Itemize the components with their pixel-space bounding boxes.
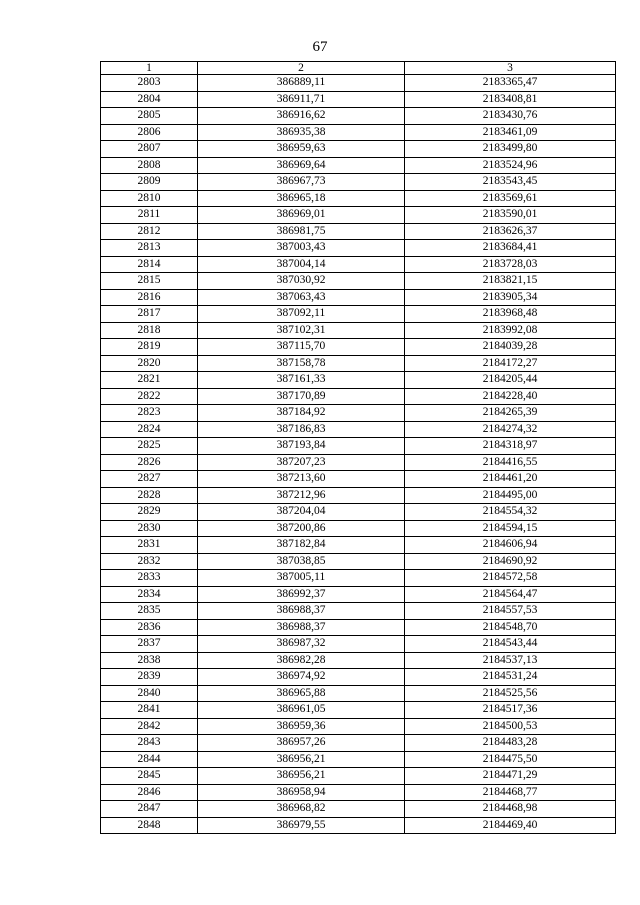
y-coordinate-cell: 2184525,56 [405,685,616,702]
x-coordinate-cell: 387092,11 [198,306,405,323]
y-coordinate-cell: 2184548,70 [405,619,616,636]
y-coordinate-cell: 2184318,97 [405,438,616,455]
x-coordinate-cell: 387158,78 [198,355,405,372]
point-number-cell: 2837 [101,636,198,653]
y-coordinate-cell: 2184543,44 [405,636,616,653]
point-number-cell: 2828 [101,487,198,504]
point-number-cell: 2819 [101,339,198,356]
point-number-cell: 2831 [101,537,198,554]
point-number-cell: 2805 [101,108,198,125]
x-coordinate-cell: 387212,96 [198,487,405,504]
table-row [101,702,616,719]
x-coordinate-cell: 386987,32 [198,636,405,653]
y-coordinate-cell: 2183499,80 [405,141,616,158]
x-coordinate-cell: 386982,28 [198,652,405,669]
point-number-cell: 2847 [101,801,198,818]
y-coordinate-cell: 2184205,44 [405,372,616,389]
coordinates-table [100,61,616,834]
point-number-cell: 2826 [101,454,198,471]
y-coordinate-cell: 2184557,53 [405,603,616,620]
point-number-cell: 2818 [101,322,198,339]
table-row [101,355,616,372]
point-number-cell: 2816 [101,289,198,306]
point-number-cell: 2836 [101,619,198,636]
y-coordinate-cell: 2184500,53 [405,718,616,735]
point-number-cell: 2814 [101,256,198,273]
table-row [101,91,616,108]
table-header-row [101,62,616,75]
point-number-cell: 2812 [101,223,198,240]
y-coordinate-cell: 2184517,36 [405,702,616,719]
table-row [101,586,616,603]
table-row [101,273,616,290]
y-coordinate-cell: 2183968,48 [405,306,616,323]
x-coordinate-cell: 386988,37 [198,619,405,636]
x-coordinate-cell: 387193,84 [198,438,405,455]
table-row [101,322,616,339]
y-coordinate-cell: 2183569,61 [405,190,616,207]
y-coordinate-cell: 2184039,28 [405,339,616,356]
x-coordinate-cell: 387207,23 [198,454,405,471]
x-coordinate-cell: 387115,70 [198,339,405,356]
table-row [101,124,616,141]
table-row [101,339,616,356]
y-coordinate-cell: 2184172,27 [405,355,616,372]
table-row [101,372,616,389]
table-row [101,817,616,834]
point-number-cell: 2809 [101,174,198,191]
table-row [101,652,616,669]
table-row [101,784,616,801]
x-coordinate-cell: 386959,63 [198,141,405,158]
point-number-cell: 2820 [101,355,198,372]
table-row [101,619,616,636]
y-coordinate-cell: 2184531,24 [405,669,616,686]
y-coordinate-cell: 2183728,03 [405,256,616,273]
table-row [101,537,616,554]
point-number-cell: 2844 [101,751,198,768]
table-row [101,405,616,422]
point-number-cell: 2846 [101,784,198,801]
page-number: 67 [312,39,328,55]
point-number-cell: 2815 [101,273,198,290]
table-row [101,504,616,521]
table-row [101,438,616,455]
point-number-cell: 2835 [101,603,198,620]
x-coordinate-cell: 386979,55 [198,817,405,834]
table-row [101,520,616,537]
point-number-cell: 2838 [101,652,198,669]
point-number-cell: 2839 [101,669,198,686]
x-coordinate-cell: 387030,92 [198,273,405,290]
x-coordinate-cell: 386935,38 [198,124,405,141]
y-coordinate-cell: 2184483,28 [405,735,616,752]
x-coordinate-cell: 387204,04 [198,504,405,521]
point-number-cell: 2840 [101,685,198,702]
point-number-cell: 2829 [101,504,198,521]
x-coordinate-cell: 386965,18 [198,190,405,207]
y-coordinate-cell: 2184495,00 [405,487,616,504]
point-number-cell: 2830 [101,520,198,537]
point-number-cell: 2841 [101,702,198,719]
point-number-cell: 2813 [101,240,198,257]
table-row [101,75,616,92]
table-row [101,240,616,257]
x-coordinate-cell: 386988,37 [198,603,405,620]
x-coordinate-cell: 386992,37 [198,586,405,603]
table-row [101,636,616,653]
x-coordinate-cell: 387200,86 [198,520,405,537]
x-coordinate-cell: 386956,21 [198,768,405,785]
point-number-cell: 2811 [101,207,198,224]
x-coordinate-cell: 386956,21 [198,751,405,768]
table-row [101,190,616,207]
point-number-cell: 2848 [101,817,198,834]
table-row [101,768,616,785]
table-row [101,454,616,471]
y-coordinate-cell: 2183684,41 [405,240,616,257]
x-coordinate-cell: 386958,94 [198,784,405,801]
x-coordinate-cell: 387004,14 [198,256,405,273]
y-coordinate-cell: 2183626,37 [405,223,616,240]
x-coordinate-cell: 387186,83 [198,421,405,438]
point-number-cell: 2804 [101,91,198,108]
x-coordinate-cell: 387213,60 [198,471,405,488]
point-number-cell: 2842 [101,718,198,735]
x-coordinate-cell: 386974,92 [198,669,405,686]
table-row [101,108,616,125]
point-number-cell: 2808 [101,157,198,174]
x-coordinate-cell: 386889,11 [198,75,405,92]
x-coordinate-cell: 386969,01 [198,207,405,224]
point-number-cell: 2810 [101,190,198,207]
table-row [101,669,616,686]
point-number-cell: 2825 [101,438,198,455]
table-row [101,306,616,323]
y-coordinate-cell: 2184606,94 [405,537,616,554]
x-coordinate-cell: 387102,31 [198,322,405,339]
y-coordinate-cell: 2183430,76 [405,108,616,125]
y-coordinate-cell: 2184594,15 [405,520,616,537]
point-number-cell: 2803 [101,75,198,92]
x-coordinate-cell: 386957,26 [198,735,405,752]
x-coordinate-cell: 387161,33 [198,372,405,389]
y-coordinate-cell: 2183408,81 [405,91,616,108]
x-coordinate-cell: 386968,82 [198,801,405,818]
y-coordinate-cell: 2184554,32 [405,504,616,521]
y-coordinate-cell: 2183543,45 [405,174,616,191]
x-coordinate-cell: 387038,85 [198,553,405,570]
x-coordinate-cell: 386967,73 [198,174,405,191]
point-number-cell: 2807 [101,141,198,158]
column-header-3: 3 [405,62,616,75]
x-coordinate-cell: 386911,71 [198,91,405,108]
point-number-cell: 2827 [101,471,198,488]
point-number-cell: 2806 [101,124,198,141]
table-row [101,141,616,158]
x-coordinate-cell: 386959,36 [198,718,405,735]
y-coordinate-cell: 2184274,32 [405,421,616,438]
table-row [101,421,616,438]
y-coordinate-cell: 2184475,50 [405,751,616,768]
y-coordinate-cell: 2184564,47 [405,586,616,603]
column-header-2: 2 [198,62,405,75]
y-coordinate-cell: 2184537,13 [405,652,616,669]
y-coordinate-cell: 2184461,20 [405,471,616,488]
table-row [101,157,616,174]
point-number-cell: 2823 [101,405,198,422]
y-coordinate-cell: 2183524,96 [405,157,616,174]
x-coordinate-cell: 386981,75 [198,223,405,240]
table-row [101,603,616,620]
table-row [101,174,616,191]
table-row [101,223,616,240]
column-header-1: 1 [101,62,198,75]
table-row [101,735,616,752]
x-coordinate-cell: 387182,84 [198,537,405,554]
point-number-cell: 2817 [101,306,198,323]
table-row [101,388,616,405]
y-coordinate-cell: 2183821,15 [405,273,616,290]
table-row [101,801,616,818]
y-coordinate-cell: 2184265,39 [405,405,616,422]
point-number-cell: 2843 [101,735,198,752]
x-coordinate-cell: 387003,43 [198,240,405,257]
table-row [101,487,616,504]
x-coordinate-cell: 387170,89 [198,388,405,405]
point-number-cell: 2824 [101,421,198,438]
y-coordinate-cell: 2184468,77 [405,784,616,801]
y-coordinate-cell: 2183905,34 [405,289,616,306]
table-row [101,289,616,306]
y-coordinate-cell: 2183590,01 [405,207,616,224]
y-coordinate-cell: 2183461,09 [405,124,616,141]
point-number-cell: 2832 [101,553,198,570]
x-coordinate-cell: 386916,62 [198,108,405,125]
point-number-cell: 2834 [101,586,198,603]
y-coordinate-cell: 2184416,55 [405,454,616,471]
x-coordinate-cell: 386961,05 [198,702,405,719]
y-coordinate-cell: 2184690,92 [405,553,616,570]
table-row [101,570,616,587]
x-coordinate-cell: 386965,88 [198,685,405,702]
x-coordinate-cell: 387184,92 [198,405,405,422]
y-coordinate-cell: 2183992,08 [405,322,616,339]
y-coordinate-cell: 2184228,40 [405,388,616,405]
y-coordinate-cell: 2184471,29 [405,768,616,785]
point-number-cell: 2845 [101,768,198,785]
point-number-cell: 2833 [101,570,198,587]
y-coordinate-cell: 2184572,58 [405,570,616,587]
table-row [101,718,616,735]
y-coordinate-cell: 2183365,47 [405,75,616,92]
x-coordinate-cell: 387063,43 [198,289,405,306]
y-coordinate-cell: 2184469,40 [405,817,616,834]
x-coordinate-cell: 387005,11 [198,570,405,587]
point-number-cell: 2821 [101,372,198,389]
table-row [101,685,616,702]
table-row [101,751,616,768]
y-coordinate-cell: 2184468,98 [405,801,616,818]
table-row [101,471,616,488]
table-row [101,256,616,273]
x-coordinate-cell: 386969,64 [198,157,405,174]
table-row [101,553,616,570]
point-number-cell: 2822 [101,388,198,405]
table-row [101,207,616,224]
table-body [101,75,616,834]
